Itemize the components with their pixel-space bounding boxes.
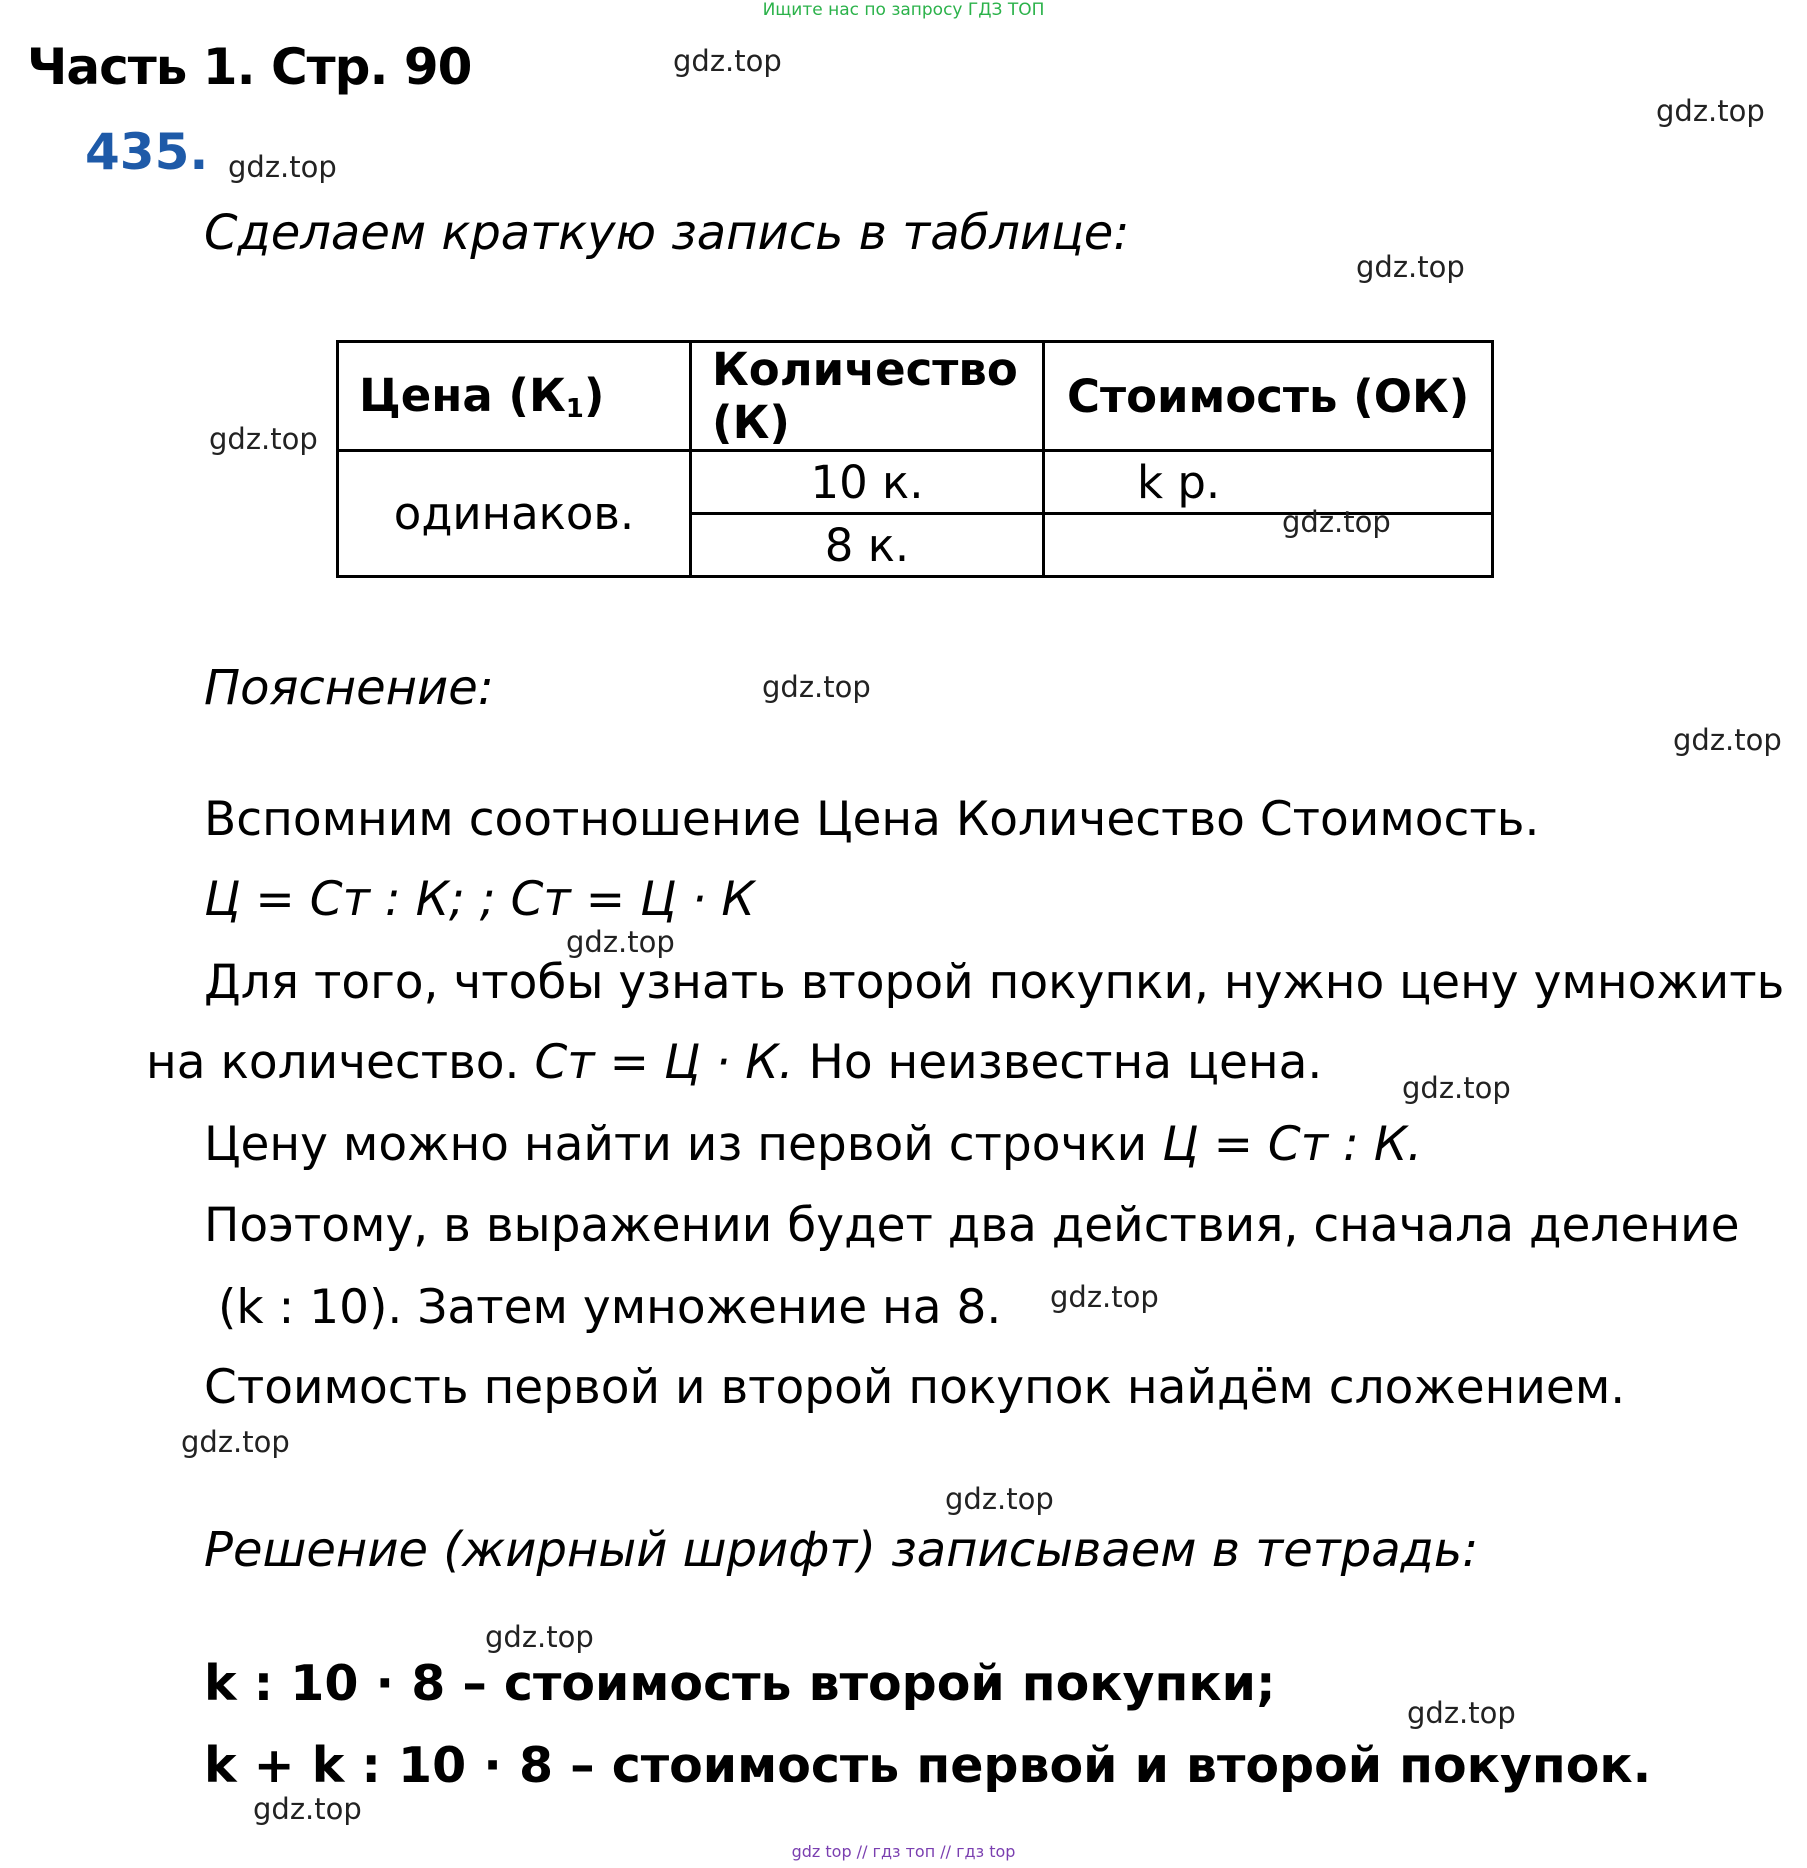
- quantity-cell: 10 к.: [691, 451, 1044, 514]
- watermark: gdz.top: [762, 670, 871, 704]
- watermark: gdz.top: [1050, 1280, 1159, 1314]
- solution-heading: Решение (жирный шрифт) записываем в тетрадь:: [204, 1522, 1479, 1578]
- watermark: gdz.top: [1402, 1071, 1511, 1105]
- watermark: gdz.top: [1656, 94, 1765, 128]
- formula-line: Ц = Ст : К; ; Ст = Ц · К: [204, 872, 755, 927]
- watermark: gdz.top: [1673, 723, 1782, 757]
- cost-cell: [1044, 514, 1493, 577]
- header-cost: Стоимость (ОК): [1044, 342, 1493, 451]
- watermark: gdz.top: [1356, 250, 1465, 284]
- watermark: gdz.top: [1282, 505, 1391, 539]
- watermark: gdz.top: [485, 1620, 594, 1654]
- table-header-row: [338, 342, 1493, 451]
- top-banner: Ищите нас по запросу ГДЗ ТОП: [762, 0, 1045, 20]
- explanation-line: Поэтому, в выражении будет два действия, сначала деление: [204, 1198, 1740, 1253]
- explanation-line: на количество. Ст = Ц · К. Но неизвестна цена.: [146, 1035, 1323, 1090]
- quantity-cell: 8 к.: [691, 514, 1044, 577]
- page-title: Часть 1. Стр. 90: [27, 38, 472, 96]
- solution-line: k : 10 · 8 – стоимость второй покупки;: [204, 1655, 1276, 1712]
- price-cell: одинаков.: [338, 451, 691, 577]
- table-heading: Сделаем краткую запись в таблице:: [204, 205, 1130, 261]
- watermark: gdz.top: [181, 1425, 290, 1459]
- explanation-line: Вспомним соотношение Цена Количество Стоимость.: [204, 792, 1540, 847]
- footer: gdz top // гдз топ // гдз top: [791, 1842, 1016, 1861]
- short-record-table: [336, 340, 1494, 578]
- header-quantity: Количество (К): [691, 342, 1044, 451]
- solution-line: k + k : 10 · 8 – стоимость первой и второй покупок.: [204, 1737, 1652, 1794]
- watermark: gdz.top: [1407, 1696, 1516, 1730]
- explanation-heading: Пояснение:: [204, 660, 494, 716]
- explanation-line: Цену можно найти из первой строчки Ц = Ст : К.: [204, 1117, 1423, 1172]
- explanation-line: (k : 10). Затем умножение на 8.: [218, 1280, 1002, 1335]
- watermark: gdz.top: [228, 150, 337, 184]
- watermark: gdz.top: [253, 1792, 362, 1826]
- watermark: gdz.top: [209, 422, 318, 456]
- watermark: gdz.top: [673, 44, 782, 78]
- task-number: 435.: [85, 123, 209, 181]
- watermark: gdz.top: [945, 1482, 1054, 1516]
- watermark: gdz.top: [566, 925, 675, 959]
- cost-cell: k р.: [1044, 451, 1493, 514]
- explanation-line: Для того, чтобы узнать второй покупки, нужно цену умножить: [204, 955, 1785, 1010]
- header-price: Цена $(К_1)$: [338, 342, 691, 451]
- explanation-line: Стоимость первой и второй покупок найдём сложением.: [204, 1360, 1626, 1415]
